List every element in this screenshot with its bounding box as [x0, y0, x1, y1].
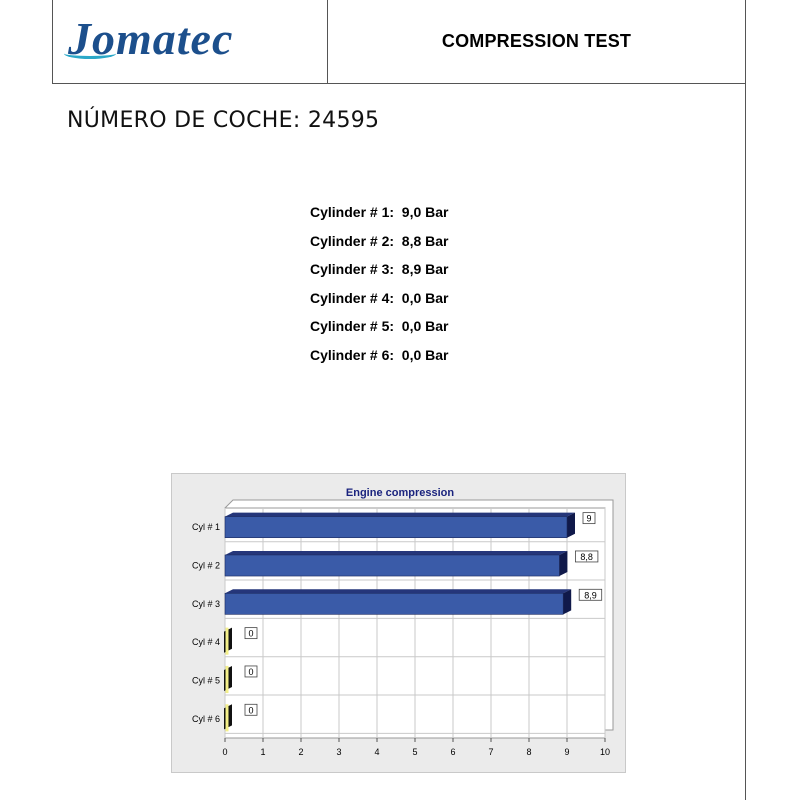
cylinder-reading-5: Cylinder # 5: 0,0 Bar: [310, 318, 449, 334]
x-tick-label: 7: [488, 747, 494, 757]
logo-text: Jomatec: [68, 13, 234, 64]
category-label: Cyl # 3: [191, 598, 220, 609]
bar: [225, 555, 559, 576]
value-label: 0: [248, 666, 254, 677]
category-label: Cyl # 1: [191, 522, 220, 533]
bar-side: [567, 513, 575, 538]
value-label: 8,9: [584, 590, 597, 601]
cylinder-reading-2: Cylinder # 2: 8,8 Bar: [310, 232, 449, 249]
category-label: Cyl # 5: [191, 675, 220, 686]
x-tick-label: 3: [336, 747, 342, 757]
x-tick-label: 2: [298, 747, 304, 757]
x-tick-label: 4: [374, 747, 380, 757]
cylinder-reading-4: Cylinder # 4: 0,0 Bar: [310, 289, 449, 306]
value-label: 9: [586, 513, 592, 524]
cylinder-reading-3: Cylinder # 3: 8,9 Bar: [310, 261, 449, 277]
bar-side: [559, 551, 567, 576]
bar: [225, 593, 563, 614]
category-label: Cyl # 6: [191, 713, 220, 724]
category-label: Cyl # 2: [191, 560, 220, 571]
value-label: 8,8: [580, 551, 593, 562]
value-label: 0: [248, 628, 254, 639]
report-title: COMPRESSION TEST: [441, 31, 632, 51]
chart-title: Engine compression: [345, 487, 455, 499]
bar-top: [225, 589, 571, 593]
category-label: Cyl # 4: [191, 637, 220, 648]
x-tick-label: 6: [450, 747, 456, 757]
bar-top: [225, 551, 567, 555]
value-label: 0: [248, 705, 254, 716]
x-tick-label: 1: [260, 747, 266, 757]
bar: [225, 517, 567, 538]
cylinder-reading-1: Cylinder # 1: 9,0 Bar: [310, 204, 449, 220]
x-tick-label: 0: [222, 747, 228, 757]
x-tick-label: 5: [412, 747, 418, 757]
cylinder-reading-6: Cylinder # 6: 0,0 Bar: [310, 346, 449, 363]
x-tick-label: 9: [564, 747, 570, 757]
bar-side: [563, 589, 571, 614]
bar-top: [225, 513, 575, 517]
car-number: NÚMERO DE COCHE: 24595: [67, 108, 380, 133]
x-tick-label: 8: [526, 747, 532, 757]
x-tick-label: 10: [599, 747, 611, 757]
